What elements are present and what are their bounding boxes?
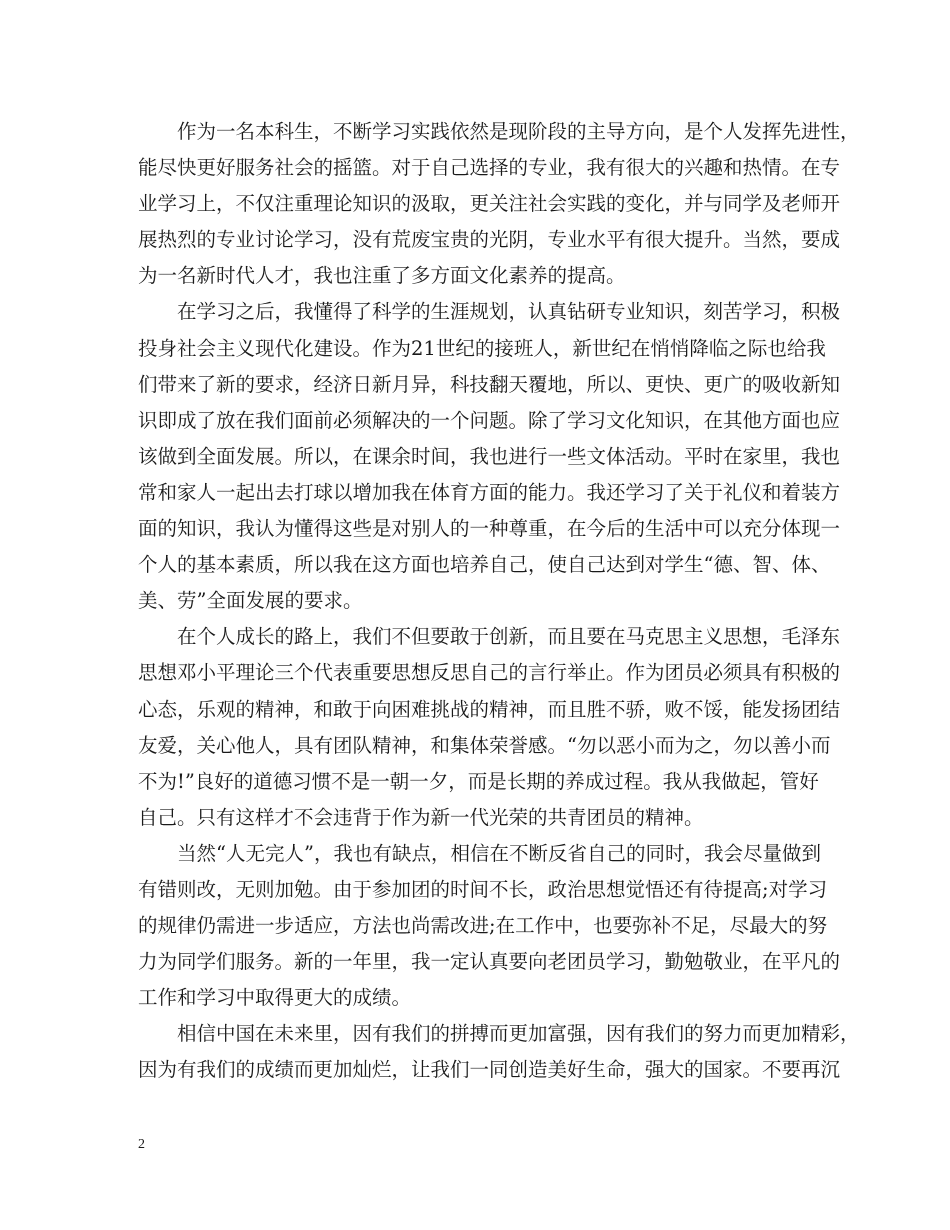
text-line: 作为一名本科生，不断学习实践依然是现阶段的主导方向，是个人发挥先进性，: [177, 120, 860, 143]
text-line: 在学习之后，我懂得了科学的生涯规划，认真钻研专业知识，刻苦学习，积极: [177, 300, 841, 324]
text-line: 美、劳”全面发展的要求。: [138, 589, 363, 613]
text-line: 相信中国在未来里，因有我们的拼搏而更加富强，因有我们的努力而更加精彩，: [177, 1022, 860, 1046]
text-line: 面的知识，我认为懂得这些是对别人的一种尊重，在今后的生活中可以充分体现一: [138, 517, 841, 541]
text-line: 展热烈的专业讨论学习，没有荒废宝贵的光阴，专业水平有很大提升。当然，要成: [138, 228, 841, 252]
text-line: 力为同学们服务。新的一年里，我一定认真要向老团员学习，勤勉敬业，在平凡的: [138, 950, 841, 974]
text-line: 业学习上，不仅注重理论知识的汲取，更关注社会实践的变化，并与同学及老师开: [138, 192, 841, 216]
text-line: 自己。只有这样才不会违背于作为新一代光荣的共青团员的精神。: [138, 805, 704, 829]
text-line: 为一名新时代人才，我也注重了多方面文化素养的提高。: [138, 264, 626, 288]
text-line: 个人的基本素质，所以我在这方面也培养自己，使自己达到对学生“德、智、体、: [138, 553, 831, 577]
text-line: 因为有我们的成绩而更加灿烂，让我们一同创造美好生命，强大的国家。不要再沉: [138, 1058, 841, 1082]
text-line: 思想邓小平理论三个代表重要思想反思自己的言行举止。作为团员必须具有积极的: [138, 661, 841, 685]
document-body: [138, 114, 860, 1089]
page-number: 2: [138, 1137, 145, 1152]
text-line: 心态，乐观的精神，和敢于向困难挑战的精神，而且胜不骄，败不馁，能发扬团结: [138, 697, 841, 721]
text-line: 当然“人无完人”，我也有缺点，相信在不断反省自己的同时，我会尽量做到: [177, 841, 821, 865]
text-line: 在个人成长的路上，我们不但要敢于创新，而且要在马克思主义思想，毛泽东: [177, 625, 841, 649]
text-line: 能尽快更好服务社会的摇篮。对于自己选择的专业，我有很大的兴趣和热情。在专: [138, 156, 841, 180]
text-line: 投身社会主义现代化建设。作为21世纪的接班人，新世纪在悄悄降临之际也给我: [138, 336, 826, 360]
text-line: 们带来了新的要求，经济日新月异，科技翻天覆地，所以、更快、更广的吸收新知: [138, 372, 841, 396]
text-line: 常和家人一起出去打球以增加我在体育方面的能力。我还学习了关于礼仪和着装方: [138, 480, 841, 504]
text-line: 不为!”良好的道德习惯不是一朝一夕，而是长期的养成过程。我从我做起，管好: [138, 769, 819, 793]
text-line: 有错则改，无则加勉。由于参加团的时间不长，政治思想觉悟还有待提高;对学习: [138, 877, 828, 901]
text-line: 工作和学习中取得更大的成绩。: [138, 986, 412, 1010]
text-line: 识即成了放在我们面前必须解决的一个问题。除了学习文化知识，在其他方面也应: [138, 408, 841, 432]
text-line: 友爱，关心他人，具有团队精神，和集体荣誉感。“勿以恶小而为之，勿以善小而: [138, 733, 831, 757]
text-line: 该做到全面发展。所以，在课余时间，我也进行一些文体活动。平时在家里，我也: [138, 444, 841, 468]
text-line: 的规律仍需进一步适应，方法也尚需改进;在工作中，也要弥补不足，尽最大的努: [138, 914, 828, 938]
